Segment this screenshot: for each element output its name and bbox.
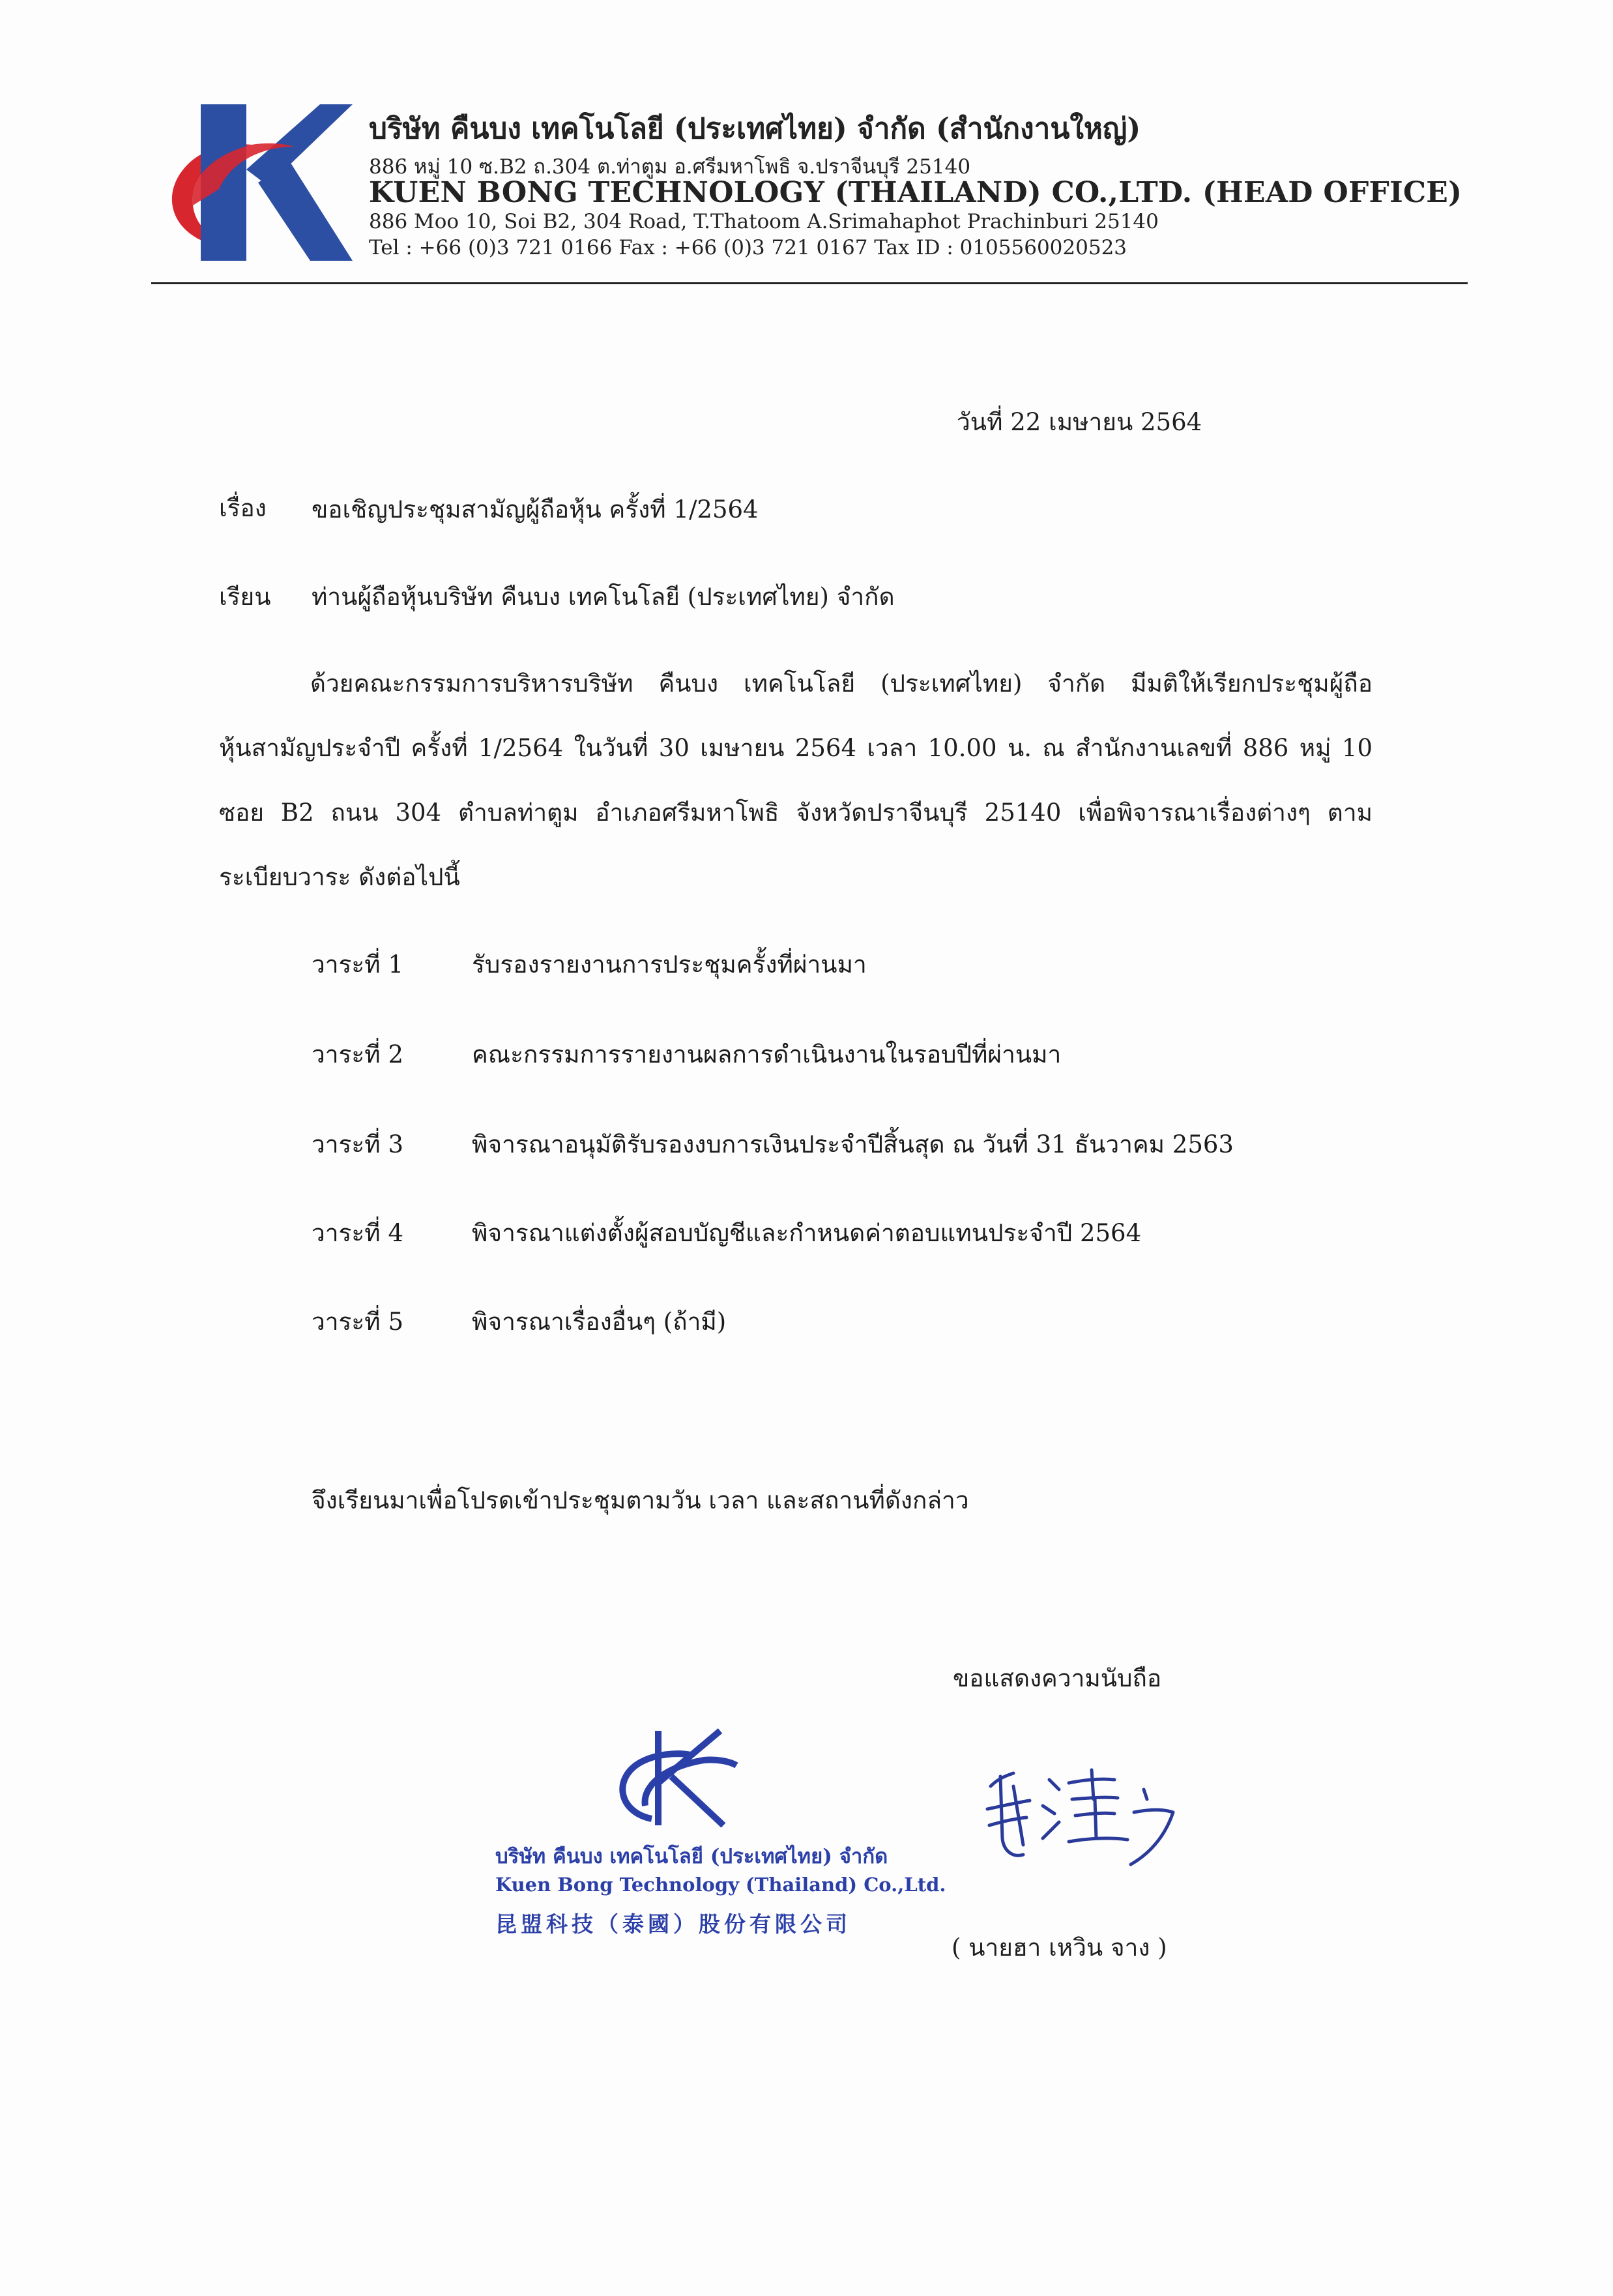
signatory-name: ( นายฮา เหวิน จาง ) — [952, 1934, 1167, 1962]
stamp-name-chinese: 昆盟科技（泰國）股份有限公司 — [495, 1911, 851, 1937]
company-contact: Tel : +66 (0)3 721 0166 Fax : +66 (0)3 721 0167 Tax ID : 0105560020523 — [369, 236, 1127, 259]
agenda-text: พิจารณาเรื่องอื่นๆ (ถ้ามี) — [472, 1308, 727, 1336]
recipient-label: เรียน — [219, 583, 271, 611]
company-address-thai: 886 หมู่ 10 ซ.B2 ถ.304 ต.ท่าตูม อ.ศรีมหาโพธิ จ.ปราจีนบุรี 25140 — [369, 155, 971, 179]
agenda-text: รับรองรายงานการประชุมครั้งที่ผ่านมา — [472, 950, 867, 979]
handwritten-signature — [978, 1760, 1186, 1877]
regards-text: ขอแสดงความนับถือ — [953, 1664, 1162, 1692]
stamp-name-english: Kuen Bong Technology (Thailand) Co.,Ltd. — [495, 1874, 946, 1896]
agenda-label: วาระที่ 5 — [312, 1308, 403, 1336]
subject-text: ขอเชิญประชุมสามัญผู้ถือหุ้น ครั้งที่ 1/2564 — [312, 495, 759, 523]
agenda-label: วาระที่ 2 — [312, 1040, 403, 1068]
agenda-label: วาระที่ 1 — [312, 950, 403, 979]
body-paragraph — [219, 651, 1373, 909]
agenda-label: วาระที่ 3 — [312, 1130, 403, 1158]
kb-logo-icon — [154, 98, 356, 267]
stamp-logo-icon — [606, 1721, 743, 1832]
subject-label: เรื่อง — [219, 494, 267, 522]
closing-text: จึงเรียนมาเพื่อโปรดเข้าประชุมตามวัน เวลา และสถานที่ดังกล่าว — [312, 1486, 969, 1514]
body-line: ด้วยคณะกรรมการบริหารบริษัท คืนบง เทคโนโลยี (ประเทศไทย) จำกัด มีมติให้เรียกประชุมผู้ถือ — [310, 670, 1373, 698]
body-line: หุ้นสามัญประจำปี ครั้งที่ 1/2564 ในวันที่ 30 เมษายน 2564 เวลา 10.00 น. ณ สำนักงานเลขที่ 886 หมู่ 10 — [219, 734, 1373, 762]
agenda-text: พิจารณาอนุมัติรับรองงบการเงินประจำปีสิ้นสุด ณ วันที่ 31 ธันวาคม 2563 — [472, 1130, 1234, 1158]
letter-date: วันที่ 22 เมษายน 2564 — [957, 408, 1202, 436]
body-line: ระเบียบวาระ ดังต่อไปนี้ — [219, 863, 460, 891]
company-name-thai: บริษัท คืนบง เทคโนโลยี (ประเทศไทย) จำกัด (สำนักงานใหญ่) — [369, 112, 1141, 145]
body-line: ซอย B2 ถนน 304 ตำบลท่าตูม อำเภอศรีมหาโพธิ จังหวัดปราจีนบุรี 25140 เพื่อพิจารณาเรื่องต่างๆ ตาม — [219, 799, 1373, 827]
company-name-english: KUEN BONG TECHNOLOGY (THAILAND) CO.,LTD. (HEAD OFFICE) — [369, 176, 1462, 209]
header-divider — [151, 282, 1468, 284]
company-address-english: 886 Moo 10, Soi B2, 304 Road, T.Thatoom A.Srimahaphot Prachinburi 25140 — [369, 210, 1159, 233]
agenda-label: วาระที่ 4 — [312, 1219, 403, 1247]
agenda-text: คณะกรรมการรายงานผลการดำเนินงานในรอบปีที่ผ่านมา — [472, 1040, 1062, 1068]
agenda-text: พิจารณาแต่งตั้งผู้สอบบัญชีและกำหนดค่าตอบแทนประจำปี 2564 — [472, 1219, 1142, 1247]
recipient-text: ท่านผู้ถือหุ้นบริษัท คืนบง เทคโนโลยี (ประเทศไทย) จำกัด — [312, 583, 895, 611]
stamp-name-thai: บริษัท คืนบง เทคโนโลยี (ประเทศไทย) จำกัด — [495, 1845, 888, 1868]
